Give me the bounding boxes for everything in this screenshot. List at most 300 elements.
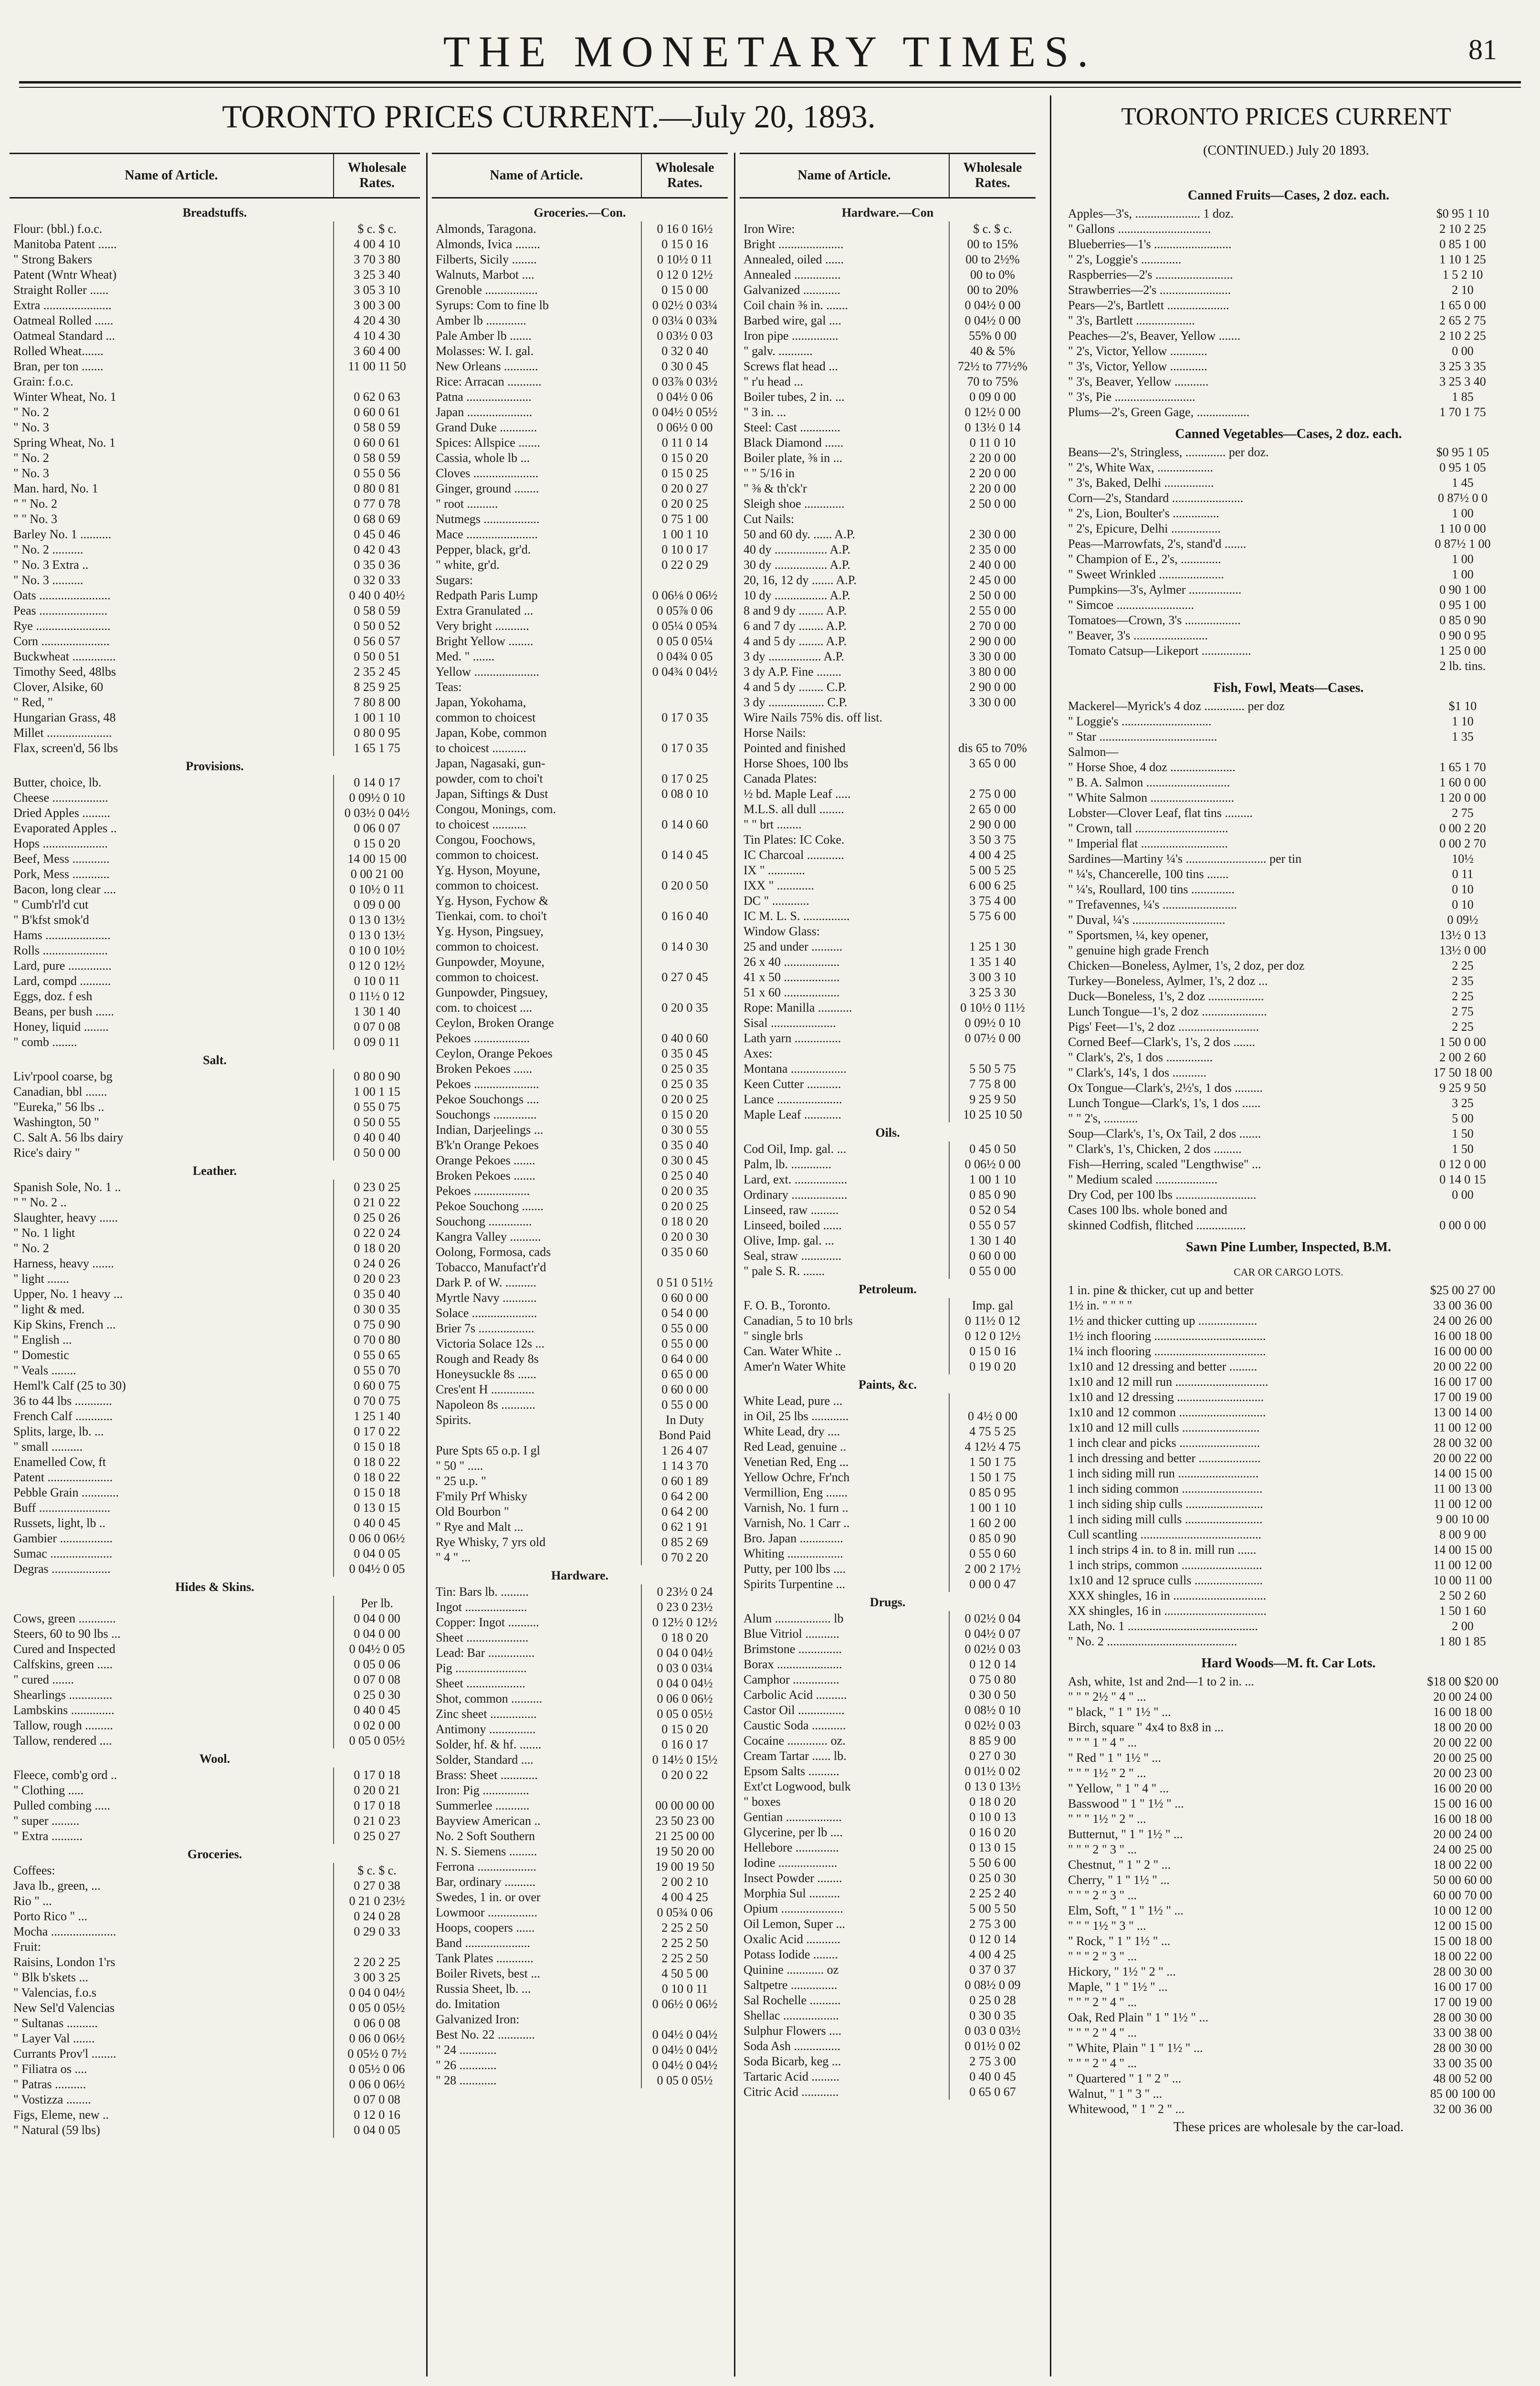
article-name: Band .....................	[436, 1936, 530, 1950]
price-row	[1064, 475, 1513, 491]
price-row	[432, 1474, 728, 1489]
wholesale-rate: 0 45 0 50	[949, 1141, 1036, 1157]
article-name: Splits, large, lb. ...	[13, 1424, 104, 1438]
price-row	[1064, 912, 1513, 928]
price-row	[10, 420, 420, 435]
wholesale-rate: 0 15 0 20	[641, 1722, 728, 1737]
price-row	[432, 1260, 728, 1275]
price-row	[740, 1141, 1036, 1157]
price-row	[432, 771, 728, 786]
article-name: " No. 2	[13, 451, 49, 465]
article-name: Yg. Hyson, Moyune,	[436, 863, 540, 877]
price-row	[1064, 267, 1513, 283]
article-name: " " " 2 " 3 " ...	[1068, 1888, 1137, 1902]
wholesale-rate	[641, 832, 728, 848]
article-name: 41 x 50 ..................	[744, 970, 840, 984]
price-list-3	[740, 199, 1036, 2100]
price-row	[1064, 405, 1513, 420]
wholesale-rate: 3 25 3 30	[949, 985, 1036, 1000]
wholesale-rate: 0 05¼ 0 05¾	[641, 618, 728, 634]
price-row	[1064, 882, 1513, 897]
wholesale-rate: 20 00 24 00	[1433, 1690, 1492, 1704]
price-row	[1064, 237, 1513, 252]
wholesale-rate: 0 05 0 05½	[641, 2073, 728, 2088]
article-name: " pale S. R. .......	[744, 1264, 825, 1278]
article-name: Liv'rpool coarse, bg	[13, 1069, 113, 1083]
wholesale-rate: 0 20 0 22	[641, 1768, 728, 1783]
wholesale-rate: 0 40 0 60	[641, 1031, 728, 1046]
article-name: 1x10 and 12 mill run ..............................	[1068, 1375, 1268, 1389]
article-name: Beef, Mess ............	[13, 852, 110, 866]
header-rates: Wholesale Rates.	[641, 154, 728, 197]
wholesale-rate: 14 00 15 00	[333, 851, 420, 867]
wholesale-rate: 3 00 3 10	[949, 970, 1036, 985]
price-row	[10, 1004, 420, 1019]
wholesale-rate: $0 95 1 10	[1436, 207, 1489, 220]
price-row	[432, 939, 728, 954]
price-row	[432, 389, 728, 405]
price-row	[432, 695, 728, 710]
article-name: Manitoba Patent ......	[13, 237, 117, 251]
wholesale-rate: 2 20 0 00	[949, 450, 1036, 466]
wholesale-rate: 5 00 5 25	[949, 863, 1036, 878]
price-row	[432, 1966, 728, 1981]
price-row	[740, 1455, 1036, 1470]
price-row	[740, 680, 1036, 695]
side-price-list	[1064, 181, 1513, 2117]
wholesale-rate: 0 09 0 11	[333, 1035, 420, 1050]
article-name: 51 x 60 ..................	[744, 985, 840, 999]
price-row	[1064, 374, 1513, 389]
article-name: " Layer Val .......	[13, 2031, 95, 2045]
article-name: Lambskins ..............	[13, 1703, 115, 1717]
wholesale-rate: 2 50 2 60	[1439, 1589, 1486, 1602]
wholesale-rate: 0 10½ 0 11	[333, 882, 420, 897]
article-name: Harness, heavy .......	[13, 1256, 114, 1270]
wholesale-rate: 0 60 1 89	[641, 1474, 728, 1489]
article-name: " 3 in. ...	[744, 405, 786, 419]
price-row	[432, 1519, 728, 1535]
article-name: Lath yarn ...............	[744, 1031, 841, 1045]
wholesale-rate: 0 80 0 95	[333, 725, 420, 741]
wholesale-rate: 0 20 0 27	[641, 481, 728, 496]
article-name: " 3's, Victor, Yellow ............	[1068, 359, 1207, 373]
price-row	[432, 2012, 728, 2027]
wholesale-rate: 2 75 3 00	[949, 1916, 1036, 1932]
article-name: Rye ........................	[13, 619, 111, 633]
price-row	[432, 573, 728, 588]
price-row	[10, 1626, 420, 1642]
price-row	[740, 1172, 1036, 1187]
article-name: Honey, liquid ........	[13, 1020, 109, 1034]
price-row	[10, 267, 420, 283]
article-name: Opium ....................	[744, 1902, 843, 1915]
wholesale-rate: 0 60 0 61	[333, 435, 420, 450]
price-row	[740, 1794, 1036, 1810]
article-name: Iodine ...................	[744, 1856, 838, 1870]
price-row	[1064, 1888, 1513, 1903]
price-row	[432, 1768, 728, 1783]
masthead-rule	[19, 81, 1521, 84]
article-name: Beans—2's, Stringless, ............. per doz.	[1068, 445, 1269, 459]
price-row	[1064, 1050, 1513, 1065]
price-row	[432, 909, 728, 924]
wholesale-rate: 0 11½ 0 12	[333, 989, 420, 1004]
price-row	[432, 1199, 728, 1214]
price-row	[10, 1348, 420, 1363]
article-name: Canadian, 5 to 10 brls	[744, 1314, 853, 1328]
column-header	[10, 153, 420, 199]
price-row	[740, 344, 1036, 359]
article-name: Calfskins, green .....	[13, 1657, 113, 1671]
wholesale-rate: 0 14 0 45	[641, 848, 728, 863]
price-row	[740, 1978, 1036, 1993]
wholesale-rate: 2 50 0 00	[949, 588, 1036, 603]
article-name: Fleece, comb'g ord ..	[13, 1768, 117, 1782]
price-row	[10, 557, 420, 573]
wholesale-rate: 5 00	[1452, 1111, 1474, 1125]
price-row	[432, 481, 728, 496]
article-name: " Sweet Wrinkled .....................	[1068, 567, 1224, 581]
article-name: Dark P. of W. ..........	[436, 1276, 536, 1289]
wholesale-rate: 16 00 20 00	[1433, 1781, 1492, 1795]
wholesale-rate: 0 27 0 30	[949, 1748, 1036, 1764]
wholesale-rate: 0 25 0 26	[333, 1210, 420, 1225]
wholesale-rate: 0 04 0 05	[333, 1546, 420, 1561]
price-row	[1064, 582, 1513, 597]
wholesale-rate: 0 07½ 0 00	[949, 1031, 1036, 1046]
wholesale-rate: 0 08½ 0 10	[949, 1703, 1036, 1718]
header-rates: Wholesale Rates.	[333, 154, 420, 197]
article-name: " English ...	[13, 1333, 72, 1347]
article-name: " Clothing .....	[13, 1783, 84, 1797]
wholesale-rate: 18 00 22 00	[1433, 1858, 1492, 1872]
wholesale-rate: 0 14 0 15	[1439, 1172, 1486, 1186]
price-row	[740, 695, 1036, 710]
column-divider	[734, 153, 735, 2376]
article-name: Ox Tongue—Clark's, 2½'s, 1 dos .........	[1068, 1081, 1263, 1095]
price-row	[10, 1099, 420, 1115]
wholesale-rate: 2 35	[1452, 974, 1474, 988]
wholesale-rate: 2 90 0 00	[949, 680, 1036, 695]
wholesale-rate: 0 58 0 59	[333, 420, 420, 435]
article-name: Tallow, rendered ....	[13, 1734, 112, 1748]
wholesale-rate: 0 25 0 27	[333, 1829, 420, 1844]
price-row	[740, 878, 1036, 893]
article-name: Sleigh shoe .............	[744, 497, 845, 511]
article-name: Teas:	[436, 680, 462, 694]
side-subtitle: (CONTINUED.) July 20 1893.	[1203, 143, 1369, 158]
price-row	[740, 1825, 1036, 1840]
price-row	[1064, 1796, 1513, 1811]
price-row	[1064, 1035, 1513, 1050]
price-list-2	[432, 199, 728, 2088]
article-name: Sheet ....................	[436, 1631, 529, 1644]
price-row	[432, 634, 728, 649]
wholesale-rate: 0 70 0 80	[333, 1332, 420, 1348]
price-row	[10, 1878, 420, 1894]
wholesale-rate: 0 30 0 55	[641, 1122, 728, 1138]
wholesale-rate: 21 25 00 00	[641, 1829, 728, 1844]
wholesale-rate: 0 40 0 45	[333, 1516, 420, 1531]
price-row	[1064, 1111, 1513, 1126]
side-column	[1064, 181, 1513, 2376]
article-name: Myrtle Navy ...........	[436, 1291, 537, 1305]
wholesale-rate	[641, 1783, 728, 1798]
article-name: Horse Shoes, 100 lbs	[744, 756, 849, 770]
price-row	[740, 2084, 1036, 2100]
article-name: Kangra Valley ..........	[436, 1230, 541, 1244]
price-row	[1064, 836, 1513, 851]
article-name: Chestnut, " 1 " 2 " ...	[1068, 1858, 1171, 1872]
article-name: IX " ............	[744, 863, 806, 877]
price-row	[432, 1550, 728, 1565]
wholesale-rate: 0 05 0 06	[333, 1657, 420, 1672]
wholesale-rate: 4 10 4 30	[333, 328, 420, 344]
wholesale-rate: 0 55 0 00	[641, 1336, 728, 1351]
wholesale-rate: 0 22 0 24	[333, 1225, 420, 1241]
article-name: 1x10 and 12 spruce culls ......................	[1068, 1573, 1263, 1587]
wholesale-rate: 1 60 0 00	[1439, 775, 1486, 789]
price-row	[1064, 1283, 1513, 1298]
article-name: Sisal .....................	[744, 1016, 836, 1030]
article-name: Japan, Siftings & Dust	[436, 787, 548, 801]
article-name: Antimony ...............	[436, 1722, 536, 1736]
wholesale-rate: 0 11	[1452, 867, 1474, 881]
price-row	[10, 882, 420, 897]
price-row	[432, 878, 728, 893]
masthead-rule-thin	[19, 87, 1521, 88]
price-row	[1064, 973, 1513, 989]
wholesale-rate: 7 75 8 00	[949, 1077, 1036, 1092]
price-row	[1064, 1619, 1513, 1634]
price-row	[1064, 1558, 1513, 1573]
article-name: Lead: Bar ...............	[436, 1646, 535, 1660]
article-name: Pepper, black, gr'd.	[436, 543, 531, 556]
price-row	[740, 2039, 1036, 2054]
price-row	[432, 710, 728, 725]
price-row	[740, 939, 1036, 954]
wholesale-rate	[641, 924, 728, 939]
wholesale-rate: 8 00 9 00	[1439, 1528, 1486, 1541]
article-name: " cured .......	[13, 1673, 74, 1686]
price-column-1	[10, 153, 420, 2372]
article-name: Soda Ash ...............	[744, 2039, 840, 2053]
price-row	[432, 985, 728, 1000]
wholesale-rate: 3 75 4 00	[949, 893, 1036, 909]
article-name: Molasses: W. I. gal.	[436, 344, 534, 358]
price-row	[740, 1409, 1036, 1424]
article-name: Boiler plate, ⅜ in ...	[744, 451, 843, 465]
price-row	[1064, 775, 1513, 790]
price-row	[432, 618, 728, 634]
article-name: " Filiatra os ....	[13, 2062, 87, 2076]
price-row	[432, 1000, 728, 1015]
price-row	[740, 237, 1036, 252]
article-name: Cows, green ............	[13, 1612, 116, 1625]
wholesale-rate: 5 50 6 00	[949, 1855, 1036, 1871]
price-row	[1064, 1420, 1513, 1435]
price-row	[1064, 1842, 1513, 1857]
price-row	[10, 851, 420, 867]
wholesale-rate: 0 12 0 14	[949, 1932, 1036, 1947]
article-name: Cocaine ............. oz.	[744, 1734, 846, 1748]
wholesale-rate: 0 07 0 08	[333, 2092, 420, 2107]
article-name: C. Salt A. 56 lbs dairy	[13, 1130, 124, 1144]
wholesale-rate	[1413, 1203, 1513, 1218]
wholesale-rate: 0 40 0 45	[949, 2069, 1036, 2084]
article-name: Borax .....................	[744, 1657, 842, 1671]
price-row	[10, 649, 420, 664]
article-name: Pure Spts 65 o.p. I gl	[436, 1444, 540, 1457]
article-name: Pekoes .....................	[436, 1077, 539, 1091]
wholesale-rate: 0 09½ 0 10	[333, 790, 420, 806]
wholesale-rate: 0 25 0 28	[949, 1993, 1036, 2008]
price-row	[10, 359, 420, 374]
price-row	[1064, 1811, 1513, 1827]
article-name: " black, " 1 " 1½ " ...	[1068, 1705, 1171, 1719]
wholesale-rate: $0 95 1 05	[1436, 445, 1489, 459]
price-row	[432, 1153, 728, 1168]
wholesale-rate: 0 14½ 0 15½	[641, 1752, 728, 1768]
article-name: Coil chain ⅜ in. .......	[744, 298, 848, 312]
article-name: Sardines—Martiny ¼'s .......................... per tin	[1068, 852, 1302, 866]
wholesale-rate: 0 50 0 51	[333, 649, 420, 664]
article-name: IXX " ............	[744, 879, 814, 892]
article-name: Corn ......................	[13, 634, 110, 648]
article-name: XX shingles, 16 in .................................	[1068, 1604, 1267, 1618]
article-name: " " 2's, ...........	[1068, 1111, 1138, 1125]
article-name: common to choicest.	[436, 940, 539, 953]
article-name: " Extra ..........	[13, 1829, 83, 1843]
wholesale-rate: 0 12 0 12½	[641, 267, 728, 283]
price-row	[1064, 521, 1513, 536]
article-name: Pears—2's, Bartlett ....................	[1068, 298, 1229, 312]
price-row	[10, 374, 420, 389]
wholesale-rate: 0 00	[1452, 1188, 1474, 1202]
price-row	[10, 1455, 420, 1470]
article-name: " 2's, White Wax, ..................	[1068, 460, 1214, 474]
article-name: Spirits Turpentine ...	[744, 1577, 846, 1591]
price-row	[1064, 1141, 1513, 1157]
price-row	[740, 1611, 1036, 1626]
price-row	[740, 542, 1036, 557]
wholesale-rate	[949, 710, 1036, 725]
wholesale-rate: 0 00 2 70	[1439, 837, 1486, 850]
price-row	[1064, 928, 1513, 943]
price-row	[740, 725, 1036, 741]
wholesale-rate: 0 06 0 06½	[333, 1531, 420, 1546]
wholesale-rate: 9 00 10 00	[1436, 1512, 1489, 1526]
wholesale-rate: 2 10 2 25	[1439, 222, 1486, 236]
article-name: Timothy Seed, 48lbs	[13, 665, 116, 679]
price-row	[740, 771, 1036, 786]
wholesale-rate	[333, 374, 420, 389]
price-row	[432, 1413, 728, 1428]
price-row	[432, 1920, 728, 1936]
price-row	[740, 1810, 1036, 1825]
article-name: Evaporated Apples ..	[13, 821, 117, 835]
price-row	[432, 832, 728, 848]
price-row	[432, 1092, 728, 1107]
wholesale-rate: 0 95 1 05	[1439, 460, 1486, 474]
price-row	[10, 775, 420, 790]
wholesale-rate: 0 70 2 20	[641, 1550, 728, 1565]
price-row	[1064, 1157, 1513, 1172]
price-row	[432, 786, 728, 802]
article-name: common to choicest	[436, 711, 536, 724]
article-name: " Yellow, " 1 " 4 " ...	[1068, 1781, 1169, 1795]
price-row	[1064, 1766, 1513, 1781]
wholesale-rate: 0 19 0 20	[949, 1359, 1036, 1374]
price-row	[1064, 460, 1513, 475]
article-name: Venetian Red, Eng ...	[744, 1455, 849, 1469]
wholesale-rate: 0 01½ 0 02	[949, 2039, 1036, 2054]
price-row	[1064, 1750, 1513, 1766]
price-row	[1064, 506, 1513, 521]
price-row	[740, 405, 1036, 420]
article-name: Spirits.	[436, 1413, 471, 1427]
article-name: B'k'n Orange Pekoes	[436, 1138, 539, 1152]
price-row	[10, 1768, 420, 1783]
article-name: 4 and 5 dy ........ A.P.	[744, 634, 847, 648]
price-row	[432, 1737, 728, 1752]
wholesale-rate: 0 01½ 0 02	[949, 1764, 1036, 1779]
wholesale-rate: 00 to 15%	[949, 237, 1036, 252]
article-name: Potass Iodide ........	[744, 1947, 838, 1961]
wholesale-rate: 28 00 30 00	[1433, 2010, 1492, 2024]
article-name: Screws flat head ...	[744, 359, 838, 373]
article-name: Zinc sheet ...............	[436, 1707, 537, 1721]
price-row	[10, 1703, 420, 1718]
wholesale-rate: 0 90 1 00	[1439, 583, 1486, 596]
price-row	[740, 1871, 1036, 1886]
article-name: Pulled combing .....	[13, 1799, 110, 1812]
wholesale-rate: 0 21 0 23½	[333, 1894, 420, 1909]
price-row	[10, 2016, 420, 2031]
price-row	[1064, 806, 1513, 821]
article-name: Coffees:	[13, 1863, 55, 1877]
price-row	[1064, 1735, 1513, 1750]
article-name: 40 dy ................. A.P.	[744, 543, 850, 556]
article-name: Rye Whisky, 7 yrs old	[436, 1535, 546, 1549]
price-row	[432, 298, 728, 313]
price-row	[740, 1233, 1036, 1248]
price-column-3	[740, 153, 1036, 2372]
article-name: Palm, lb. .............	[744, 1157, 832, 1171]
article-name: "Eureka," 56 lbs ..	[13, 1100, 105, 1114]
wholesale-rate: 1 20 0 00	[1439, 791, 1486, 805]
article-name	[1064, 659, 1413, 674]
price-row	[1064, 628, 1513, 643]
price-row	[432, 664, 728, 680]
wholesale-rate: 0 45 0 46	[333, 527, 420, 542]
wholesale-rate	[641, 1260, 728, 1275]
article-name: Pointed and finished	[744, 741, 846, 755]
wholesale-rate: 20 00 22 00	[1433, 1451, 1492, 1465]
article-name: " " No. 2 ..	[13, 1195, 67, 1209]
wholesale-rate: 0 30 0 45	[641, 359, 728, 374]
article-name: " Trefavennes, ¼'s ........................	[1068, 898, 1237, 911]
article-name: Broken Pekoes .......	[436, 1169, 535, 1183]
price-row	[432, 359, 728, 374]
article-name: 4 and 5 dy ........ C.P.	[744, 680, 847, 694]
price-row	[432, 1321, 728, 1336]
article-name: 10 dy ................. A.P.	[744, 588, 850, 602]
price-row	[740, 450, 1036, 466]
wholesale-rate: 8 85 9 00	[949, 1733, 1036, 1748]
wholesale-rate: 1 00 1 10	[949, 1500, 1036, 1516]
